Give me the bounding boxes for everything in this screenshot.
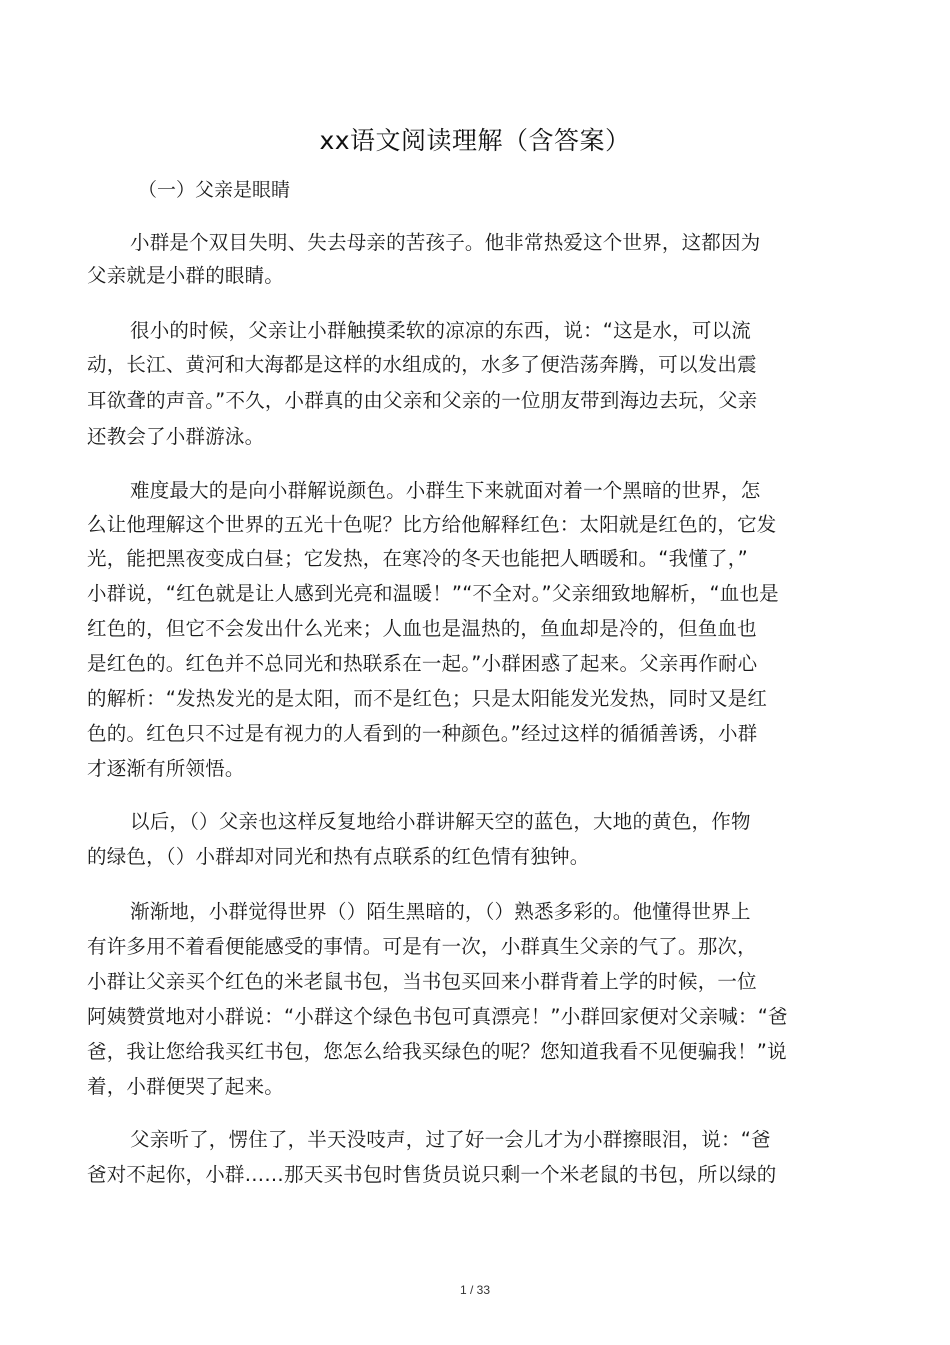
document-title: xx语文阅读理解（含答案） <box>319 126 631 155</box>
text-line: 小群让父亲买个红色的米老鼠书包，当书包买回来小群背着上学的时候，一位 <box>87 970 757 993</box>
text-line: 红色的，但它不会发出什么光来；人血也是温热的，鱼血却是冷的，但鱼血也 <box>87 617 757 640</box>
text-line: 渐渐地，小群觉得世界（）陌生黑暗的，（）熟悉多彩的。他懂得世界上 <box>130 900 751 923</box>
text-line: 父亲听了，愣住了，半天没吱声，过了好一会儿才为小群擦眼泪，说：“爸 <box>130 1128 771 1151</box>
text-line: 爸，我让您给我买红书包，您怎么给我买绿色的呢？您知道我看不见便骗我！”说 <box>87 1040 787 1063</box>
text-line: 小群说，“红色就是让人感到光亮和温暖！”“不全对。”父亲细致地解析，“血也是 <box>87 582 779 605</box>
text-line: 父亲就是小群的眼睛。 <box>87 264 285 287</box>
text-line: 才逐渐有所领悟。 <box>87 757 245 780</box>
text-line: 有许多用不着看便能感受的事情。可是有一次，小群真生父亲的气了。那次， <box>87 935 757 958</box>
text-line: 色的。红色只不过是有视力的人看到的一种颜色。”经过这样的循循善诱，小群 <box>87 722 758 745</box>
text-line: 很小的时候，父亲让小群触摸柔软的凉凉的东西，说：“这是水，可以流 <box>130 319 752 342</box>
text-line: 是红色的。红色并不总同光和热联系在一起。”小群困惑了起来。父亲再作耐心 <box>87 652 758 675</box>
text-line: 动，长江、黄河和大海都是这样的水组成的，水多了便浩荡奔腾，可以发出震 <box>87 353 757 376</box>
text-line: 爸对不起你，小群……那天买书包时售货员说只剩一个米老鼠的书包，所以绿的 <box>87 1163 777 1186</box>
text-line: 阿姨赞赏地对小群说：“小群这个绿色书包可真漂亮！”小群回家便对父亲喊：“爸 <box>87 1005 788 1028</box>
section-heading: （一）父亲是眼睛 <box>138 179 291 201</box>
text-line: 难度最大的是向小群解说颜色。小群生下来就面对着一个黑暗的世界，怎 <box>130 479 761 502</box>
text-line: 还教会了小群游泳。 <box>87 425 265 448</box>
text-line: 的解析：“发热发光的是太阳，而不是红色；只是太阳能发光发热，同时又是红 <box>87 687 768 710</box>
text-line: 以后，（）父亲也这样反复地给小群讲解天空的蓝色，大地的黄色，作物 <box>130 810 751 833</box>
text-line: 光，能把黑夜变成白昼；它发热，在寒冷的冬天也能把人晒暖和。“我懂了，” <box>87 547 748 570</box>
text-line: 着，小群便哭了起来。 <box>87 1075 285 1098</box>
text-line: 耳欲聋的声音。”不久，小群真的由父亲和父亲的一位朋友带到海边去玩，父亲 <box>87 389 758 412</box>
text-line: 的绿色，（）小群却对同光和热有点联系的红色情有独钟。 <box>87 845 590 868</box>
text-line: 么让他理解这个世界的五光十色呢？比方给他解释红色：太阳就是红色的，它发 <box>87 513 777 536</box>
text-line: 小群是个双目失明、失去母亲的苦孩子。他非常热爱这个世界，这都因为 <box>130 231 761 254</box>
page-indicator: 1 / 33 <box>459 1283 491 1297</box>
